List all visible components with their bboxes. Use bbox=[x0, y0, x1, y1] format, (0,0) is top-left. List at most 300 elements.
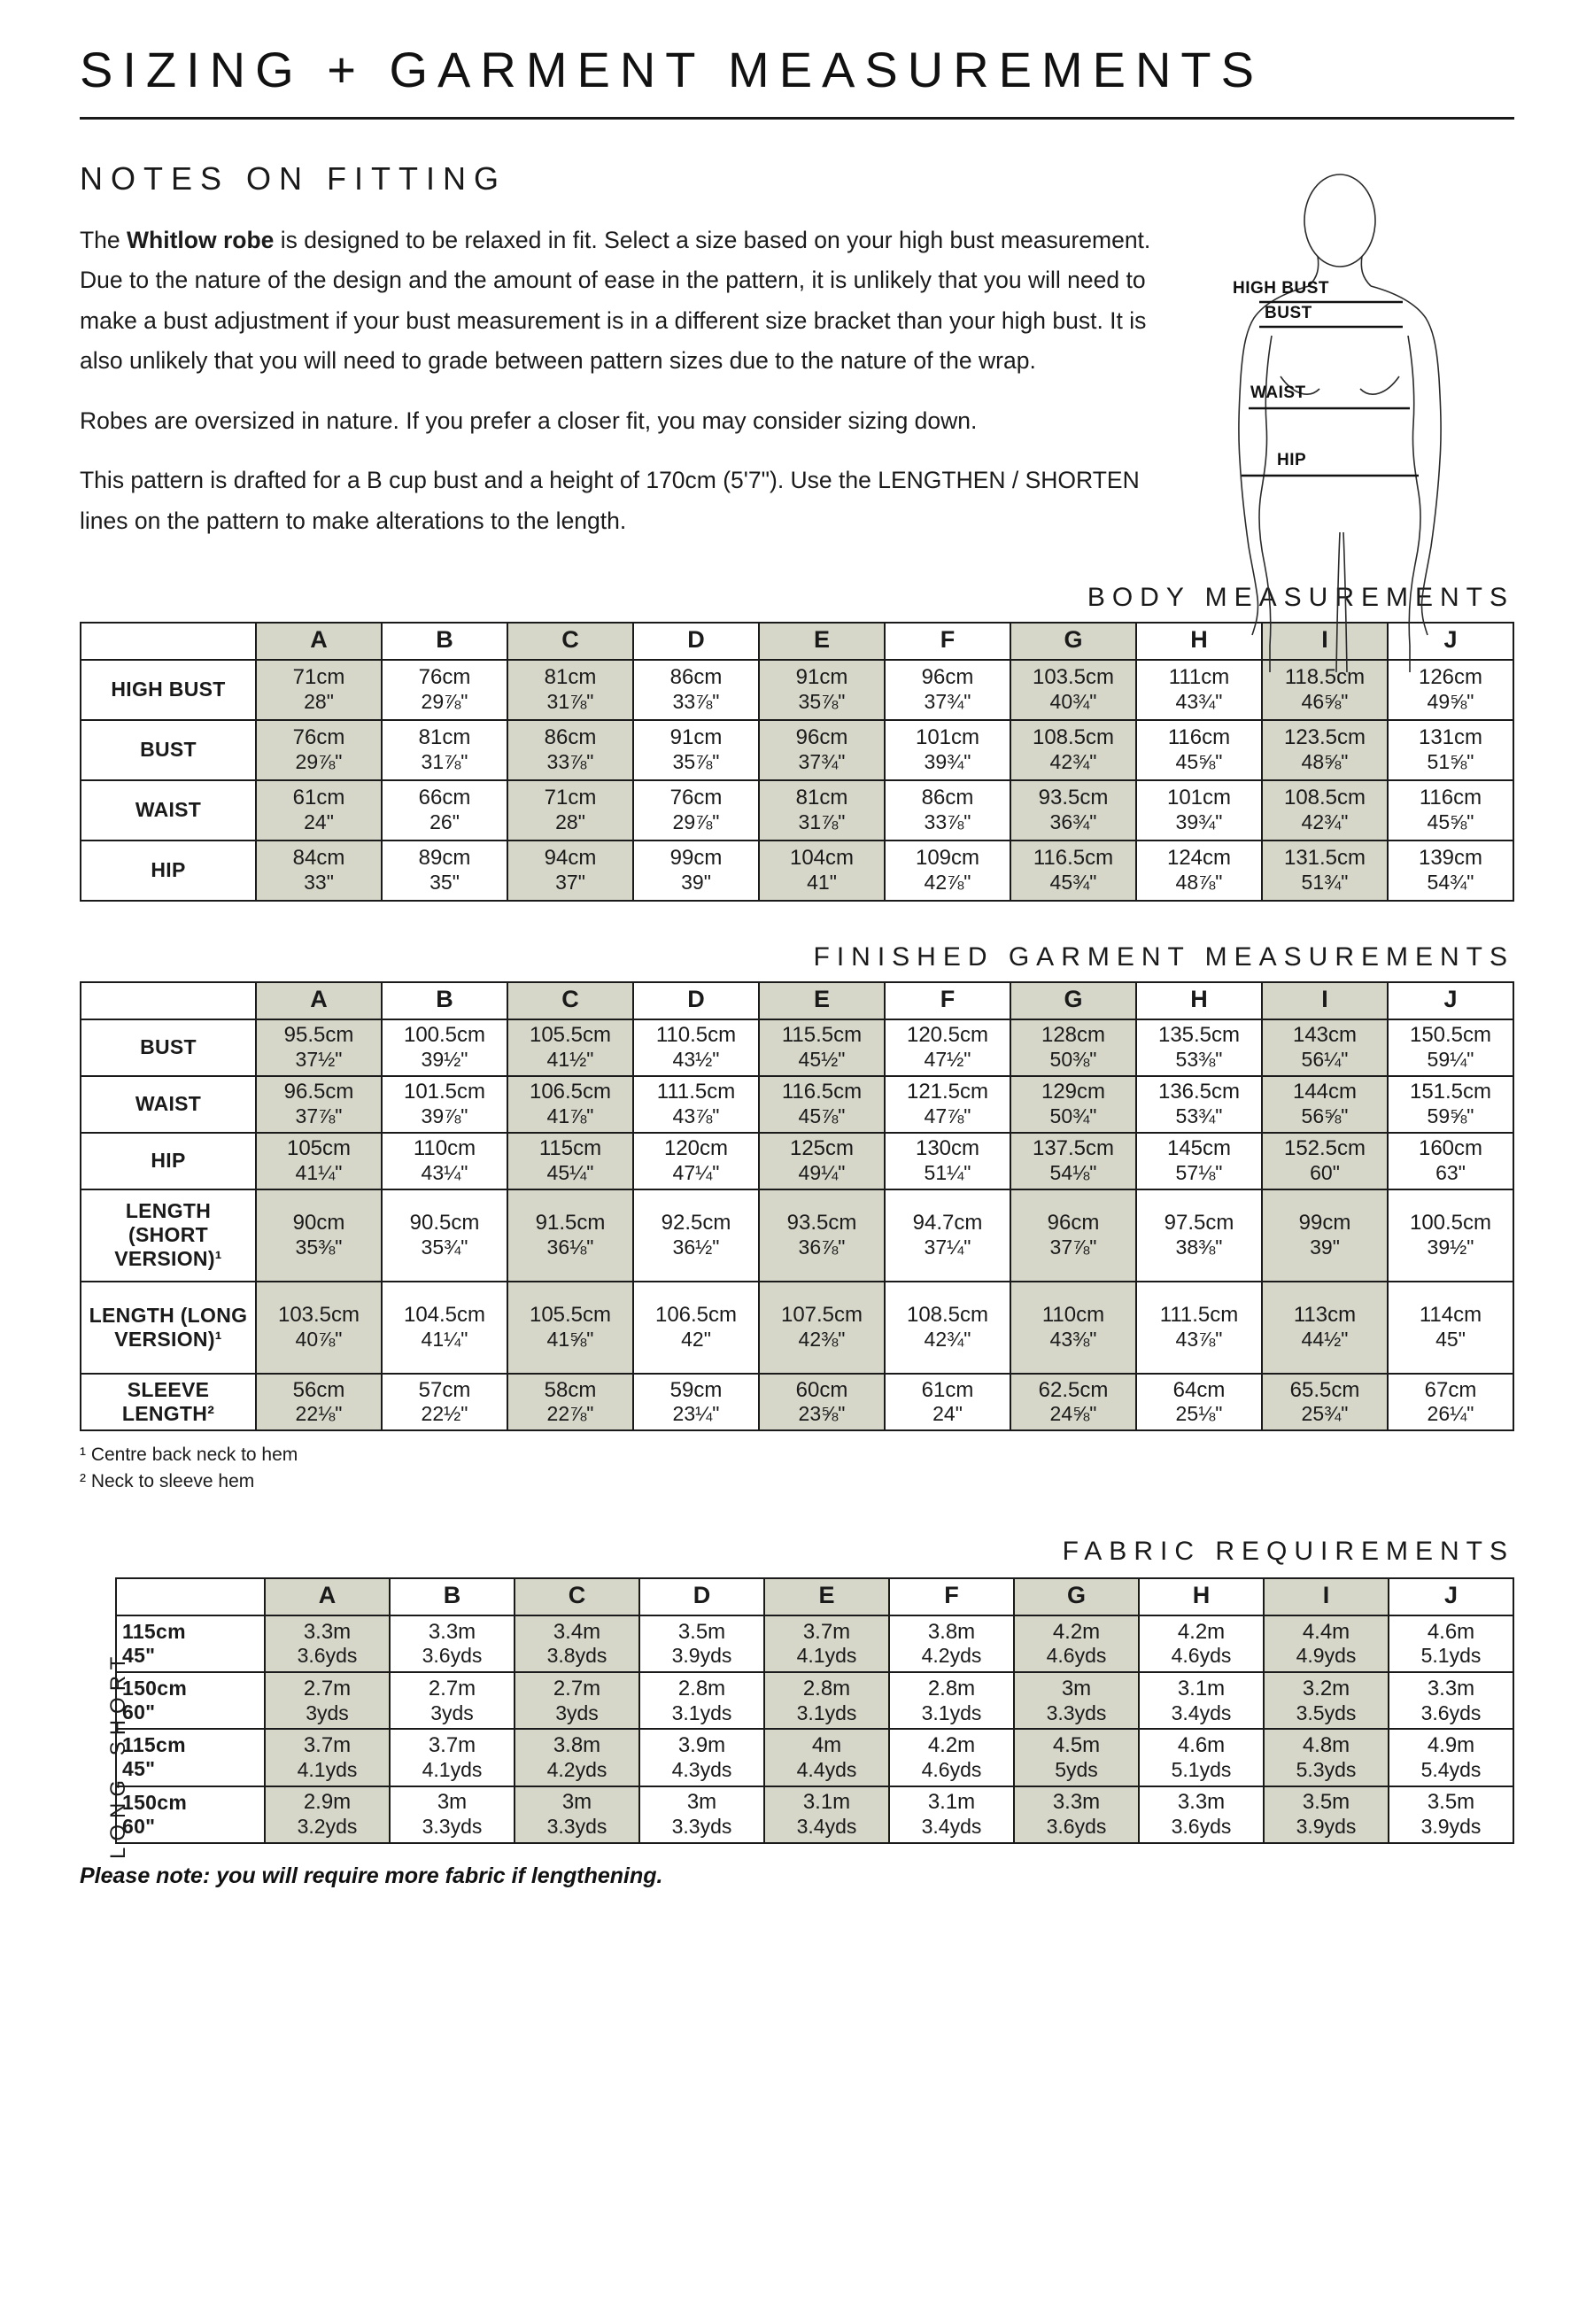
table-cell bbox=[507, 841, 633, 901]
cell-value-primary: 139cm bbox=[1418, 846, 1483, 871]
cell-value-primary: 3m bbox=[437, 1790, 468, 1815]
table-cell bbox=[1136, 841, 1262, 901]
size-column-header-e: E bbox=[759, 982, 885, 1019]
cell-value-secondary: 4.1yds bbox=[422, 1757, 483, 1781]
table-cell bbox=[1136, 1133, 1262, 1189]
cell-value-primary: 3.8m bbox=[553, 1733, 601, 1758]
notes-heading: NOTES ON FITTING bbox=[80, 159, 507, 197]
cell-value-secondary: 37⅞" bbox=[295, 1104, 343, 1128]
cell-value-primary: 71cm bbox=[292, 665, 345, 690]
table-cell bbox=[633, 1019, 759, 1076]
cell-value-secondary: 5.1yds bbox=[1171, 1757, 1232, 1781]
cell-value-secondary: 47½" bbox=[924, 1048, 971, 1072]
table-cell bbox=[639, 1729, 764, 1786]
cell-value-primary: 110cm bbox=[413, 1136, 476, 1161]
cell-value-secondary: 3.3yds bbox=[546, 1815, 607, 1839]
fabric-requirement-row-label bbox=[116, 1672, 265, 1729]
fabric-requirements-table bbox=[115, 1577, 1514, 1844]
cell-value-secondary: 3.9yds bbox=[671, 1644, 732, 1668]
footnotes bbox=[80, 1442, 1514, 1496]
table-cell bbox=[1388, 1189, 1513, 1282]
cell-value-secondary: 22⅞" bbox=[546, 1402, 594, 1426]
table-header-row bbox=[116, 1578, 1513, 1615]
notes-paragraph-3: This pattern is drafted for a B cup bust and a height of 170cm (5'7"). Use the LENGTHEN / SHORTEN lines on the pattern to make alterations to the length. bbox=[80, 467, 1140, 535]
cell-value-secondary: 26" bbox=[429, 810, 460, 834]
table-cell bbox=[265, 1729, 390, 1786]
cell-value-primary: 60cm bbox=[795, 1377, 848, 1402]
cell-value-primary: 2.8m bbox=[677, 1676, 726, 1700]
table-cell bbox=[507, 1133, 633, 1189]
cell-value-secondary: 37¾" bbox=[924, 690, 971, 714]
cell-value-primary: 135.5cm bbox=[1157, 1023, 1241, 1048]
side-label-long: LONG bbox=[106, 1773, 130, 1859]
size-column-header-f: F bbox=[885, 623, 1010, 660]
cell-value-primary: 81cm bbox=[544, 665, 597, 690]
cell-value-secondary: 29⅞" bbox=[295, 750, 343, 774]
table-cell bbox=[633, 1189, 759, 1282]
cell-value-primary: 90cm bbox=[292, 1211, 345, 1236]
table-cell bbox=[515, 1672, 639, 1729]
table-cell bbox=[1389, 1729, 1513, 1786]
table-cell bbox=[382, 780, 507, 841]
size-column-header-b: B bbox=[382, 982, 507, 1019]
table-cell bbox=[507, 1282, 633, 1374]
cell-value-primary: 116cm bbox=[1167, 725, 1231, 750]
table-cell bbox=[885, 720, 1010, 780]
table-row bbox=[81, 1282, 1513, 1374]
cell-value-primary: 93.5cm bbox=[1038, 786, 1109, 810]
cell-value-secondary: 41¼" bbox=[421, 1328, 468, 1352]
table-cell bbox=[1262, 720, 1388, 780]
table-cell bbox=[256, 841, 382, 901]
cell-value-primary: 106.5cm bbox=[529, 1080, 612, 1104]
cell-value-secondary: 35" bbox=[429, 871, 460, 895]
cell-value-secondary: 24" bbox=[304, 810, 334, 834]
body-measurement-row-label: WAIST bbox=[81, 780, 256, 841]
cell-value-secondary: 42⅜" bbox=[798, 1328, 846, 1352]
cell-value-secondary: 3.6yds bbox=[1420, 1700, 1482, 1724]
table-cell bbox=[1010, 1019, 1136, 1076]
cell-value-secondary: 28" bbox=[304, 690, 334, 714]
cell-value-primary: 76cm bbox=[669, 786, 723, 810]
side-label-short: SHORT bbox=[106, 1650, 130, 1756]
cell-value-secondary: 4.9yds bbox=[1296, 1644, 1357, 1668]
cell-value-primary: 91.5cm bbox=[535, 1211, 606, 1236]
cell-value-secondary: 39¾" bbox=[1175, 810, 1223, 834]
cell-value-secondary: 41⅞" bbox=[546, 1104, 594, 1128]
cell-value-secondary: 35¾" bbox=[421, 1236, 468, 1259]
cell-value-secondary: 43¼" bbox=[421, 1161, 468, 1185]
cell-value-primary: 105.5cm bbox=[529, 1303, 612, 1328]
table-cell bbox=[265, 1615, 390, 1672]
table-cell bbox=[1010, 841, 1136, 901]
row-label-line-2: 60" bbox=[122, 1700, 156, 1724]
size-column-header-i: I bbox=[1264, 1578, 1389, 1615]
cell-value-secondary: 4.2yds bbox=[546, 1757, 607, 1781]
table-cell bbox=[1136, 1282, 1262, 1374]
cell-value-primary: 94cm bbox=[544, 846, 597, 871]
cell-value-primary: 116.5cm bbox=[1033, 846, 1114, 871]
cell-value-secondary: 47¼" bbox=[672, 1161, 720, 1185]
figure-label-bust: BUST bbox=[1265, 303, 1312, 322]
cell-value-primary: 58cm bbox=[544, 1377, 597, 1402]
cell-value-primary: 90.5cm bbox=[409, 1211, 480, 1236]
cell-value-secondary: 29⅞" bbox=[421, 690, 468, 714]
table-cell bbox=[889, 1615, 1014, 1672]
cell-value-secondary: 5yds bbox=[1055, 1757, 1098, 1781]
table-cell bbox=[764, 1672, 889, 1729]
table-cell bbox=[1388, 720, 1513, 780]
table-cell bbox=[633, 841, 759, 901]
cell-value-primary: 104.5cm bbox=[403, 1303, 486, 1328]
cell-value-secondary: 25⅛" bbox=[1175, 1402, 1223, 1426]
cell-value-primary: 100.5cm bbox=[1409, 1211, 1492, 1236]
table-row bbox=[81, 1076, 1513, 1133]
cell-value-secondary: 45⅞" bbox=[798, 1104, 846, 1128]
table-cell bbox=[889, 1672, 1014, 1729]
body-measurement-row-label: HIP bbox=[81, 841, 256, 901]
table-cell bbox=[885, 780, 1010, 841]
table-cell bbox=[1136, 1374, 1262, 1430]
cell-value-secondary: 39½" bbox=[1427, 1236, 1474, 1259]
table-cell bbox=[1388, 1076, 1513, 1133]
cell-value-primary: 86cm bbox=[669, 665, 723, 690]
cell-value-secondary: 41⅝" bbox=[546, 1328, 594, 1352]
cell-value-secondary: 23⅝" bbox=[798, 1402, 846, 1426]
cell-value-secondary: 47⅞" bbox=[924, 1104, 971, 1128]
size-column-header-h: H bbox=[1136, 982, 1262, 1019]
table-cell bbox=[1136, 1076, 1262, 1133]
cell-value-primary: 3.3m bbox=[1177, 1790, 1226, 1815]
cell-value-secondary: 31⅞" bbox=[421, 750, 468, 774]
table-cell bbox=[1262, 780, 1388, 841]
cell-value-secondary: 3.5yds bbox=[1296, 1700, 1357, 1724]
head-shape bbox=[1304, 174, 1375, 267]
cell-value-primary: 121.5cm bbox=[906, 1080, 989, 1104]
figure-label-waist: WAIST bbox=[1250, 383, 1306, 402]
body-right bbox=[1408, 336, 1420, 672]
cell-value-secondary: 4.4yds bbox=[796, 1757, 857, 1781]
cell-value-primary: 76cm bbox=[292, 725, 345, 750]
size-column-header-e: E bbox=[759, 623, 885, 660]
notes-section bbox=[80, 221, 1514, 542]
table-cell bbox=[256, 1076, 382, 1133]
cell-value-primary: 3m bbox=[1061, 1676, 1092, 1700]
finished-garment-row-label: BUST bbox=[81, 1019, 256, 1076]
body-outline-svg bbox=[1213, 167, 1505, 672]
cell-value-secondary: 45¼" bbox=[546, 1161, 594, 1185]
cell-value-secondary: 4.1yds bbox=[297, 1757, 358, 1781]
row-label-line-2: 45" bbox=[122, 1643, 156, 1667]
table-cell bbox=[1262, 1189, 1388, 1282]
cell-value-secondary: 37⅞" bbox=[1049, 1236, 1097, 1259]
cell-value-primary: 3.5m bbox=[677, 1619, 726, 1644]
cell-value-primary: 128cm bbox=[1041, 1023, 1106, 1048]
table-cell bbox=[256, 720, 382, 780]
table-cell bbox=[759, 780, 885, 841]
notes-p1-post: is designed to be relaxed in fit. Select a size based on your high bust measurement. Due to the nature of the design and the amount of ease in the pattern, it is unlikely that you will need to make a bust adjustment if your bust measurement is in a different size bracket than your high bust. It is also unlikely that you will need to grade between pattern sizes due to the nature of the wrap. bbox=[80, 226, 1151, 375]
cell-value-primary: 2.8m bbox=[802, 1676, 851, 1700]
cell-value-primary: 96cm bbox=[921, 665, 974, 690]
table-cell bbox=[1136, 780, 1262, 841]
table-cell bbox=[639, 1615, 764, 1672]
cell-value-primary: 3.1m bbox=[927, 1790, 976, 1815]
table-cell bbox=[633, 780, 759, 841]
cell-value-secondary: 29⅞" bbox=[672, 810, 720, 834]
cell-value-secondary: 54¾" bbox=[1427, 871, 1474, 895]
size-column-header-h: H bbox=[1136, 623, 1262, 660]
table-cell bbox=[507, 780, 633, 841]
cell-value-primary: 3.1m bbox=[802, 1790, 851, 1815]
table-cell bbox=[1388, 1374, 1513, 1430]
cell-value-primary: 3.5m bbox=[1302, 1790, 1350, 1815]
cell-value-secondary: 26¼" bbox=[1427, 1402, 1474, 1426]
cell-value-secondary: 22⅛" bbox=[295, 1402, 343, 1426]
table-cell bbox=[256, 780, 382, 841]
cell-value-secondary: 35⅜" bbox=[295, 1236, 343, 1259]
cell-value-secondary: 39¾" bbox=[924, 750, 971, 774]
finished-garment-row-label: WAIST bbox=[81, 1076, 256, 1133]
cell-value-secondary: 50¾" bbox=[1049, 1104, 1097, 1128]
row-label-line-1: 115cm bbox=[122, 1733, 186, 1757]
table-cell bbox=[1136, 1019, 1262, 1076]
table-cell bbox=[390, 1672, 515, 1729]
cell-value-secondary: 37¾" bbox=[798, 750, 846, 774]
table-cell bbox=[507, 1019, 633, 1076]
neck-right bbox=[1361, 256, 1371, 286]
table-cell bbox=[382, 1133, 507, 1189]
notes-p1-pre: The bbox=[80, 226, 128, 253]
finished-garment-row-label: SLEEVE LENGTH² bbox=[81, 1374, 256, 1430]
table-cell bbox=[1010, 1076, 1136, 1133]
cell-value-primary: 131cm bbox=[1418, 725, 1483, 750]
cell-value-primary: 4.2m bbox=[927, 1733, 976, 1758]
cell-value-primary: 116.5cm bbox=[781, 1080, 863, 1104]
cell-value-primary: 108.5cm bbox=[1283, 786, 1366, 810]
cell-value-secondary: 3yds bbox=[306, 1700, 349, 1724]
cell-value-primary: 130cm bbox=[915, 1136, 980, 1161]
finished-garment-heading: FINISHED GARMENT MEASUREMENTS bbox=[813, 941, 1514, 972]
fabric-requirement-row-label bbox=[116, 1786, 265, 1843]
table-cell bbox=[507, 1076, 633, 1133]
table-row bbox=[116, 1729, 1513, 1786]
cell-value-secondary: 33⅞" bbox=[924, 810, 971, 834]
table-cell bbox=[885, 1189, 1010, 1282]
cell-value-primary: 108.5cm bbox=[906, 1303, 989, 1328]
cell-value-primary: 120cm bbox=[663, 1136, 729, 1161]
table-cell bbox=[1264, 1672, 1389, 1729]
size-column-header-c: C bbox=[515, 1578, 639, 1615]
notes-text-column bbox=[80, 221, 1182, 542]
table-cell bbox=[1389, 1672, 1513, 1729]
cell-value-secondary: 24" bbox=[932, 1402, 963, 1426]
table-cell bbox=[1139, 1672, 1264, 1729]
cell-value-primary: 57cm bbox=[418, 1377, 471, 1402]
table-cell bbox=[1014, 1729, 1139, 1786]
row-label-line-1: 115cm bbox=[122, 1619, 186, 1643]
cell-value-secondary: 42" bbox=[681, 1328, 711, 1352]
cell-value-secondary: 31⅞" bbox=[546, 690, 594, 714]
cell-value-secondary: 51¾" bbox=[1301, 871, 1349, 895]
table-cell bbox=[885, 1133, 1010, 1189]
cell-value-primary: 150.5cm bbox=[1409, 1023, 1492, 1048]
cell-value-secondary: 4.6yds bbox=[921, 1757, 982, 1781]
table-cell bbox=[507, 1189, 633, 1282]
cell-value-secondary: 36½" bbox=[672, 1236, 720, 1259]
table-cell bbox=[633, 1133, 759, 1189]
notes-paragraph-1 bbox=[80, 221, 1182, 382]
cell-value-primary: 2.7m bbox=[303, 1676, 352, 1700]
cell-value-primary: 3.3m bbox=[1052, 1790, 1101, 1815]
cell-value-primary: 3.5m bbox=[1427, 1790, 1475, 1815]
table-cell bbox=[382, 1374, 507, 1430]
cell-value-primary: 104cm bbox=[789, 846, 855, 871]
table-cell bbox=[1389, 1786, 1513, 1843]
cell-value-secondary: 3yds bbox=[555, 1700, 599, 1724]
cell-value-primary: 101cm bbox=[1166, 786, 1232, 810]
cell-value-primary: 62.5cm bbox=[1038, 1377, 1109, 1402]
cell-value-primary: 3.3m bbox=[428, 1619, 476, 1644]
cell-value-secondary: 3.2yds bbox=[297, 1815, 358, 1839]
table-cell bbox=[764, 1786, 889, 1843]
cell-value-primary: 101cm bbox=[915, 725, 980, 750]
cell-value-primary: 115cm bbox=[538, 1136, 602, 1161]
cell-value-secondary: 3.3yds bbox=[1046, 1700, 1107, 1724]
cell-value-primary: 4.8m bbox=[1302, 1733, 1350, 1758]
table-cell bbox=[764, 1615, 889, 1672]
cell-value-primary: 93.5cm bbox=[786, 1211, 857, 1236]
cell-value-secondary: 4.2yds bbox=[921, 1644, 982, 1668]
body-measurements-heading: BODY MEASUREMENTS bbox=[1087, 582, 1514, 612]
please-note: Please note: you will require more fabric if lengthening. bbox=[80, 1863, 663, 1888]
cell-value-secondary: 53⅜" bbox=[1175, 1048, 1223, 1072]
cell-value-secondary: 37¼" bbox=[924, 1236, 971, 1259]
figure-label-high-bust: HIGH BUST bbox=[1233, 278, 1329, 298]
table-cell bbox=[256, 1374, 382, 1430]
body-measurement-diagram bbox=[1213, 167, 1505, 672]
table-cell bbox=[885, 1019, 1010, 1076]
table-cell bbox=[885, 841, 1010, 901]
table-cell bbox=[1139, 1615, 1264, 1672]
size-column-header-g: G bbox=[1014, 1578, 1139, 1615]
size-column-header-g: G bbox=[1010, 982, 1136, 1019]
cell-value-secondary: 5.1yds bbox=[1420, 1644, 1482, 1668]
cell-value-primary: 120.5cm bbox=[906, 1023, 989, 1048]
cell-value-primary: 94.7cm bbox=[912, 1211, 983, 1236]
finished-garment-row-label: LENGTH (LONG VERSION)¹ bbox=[81, 1282, 256, 1374]
cell-value-primary: 95.5cm bbox=[283, 1023, 354, 1048]
cell-value-primary: 61cm bbox=[292, 786, 345, 810]
size-column-header-d: D bbox=[633, 623, 759, 660]
table-cell bbox=[1388, 1133, 1513, 1189]
cell-value-secondary: 33⅞" bbox=[546, 750, 594, 774]
size-column-header-c: C bbox=[507, 982, 633, 1019]
cell-value-primary: 4.5m bbox=[1052, 1733, 1101, 1758]
body-measurement-row-label: HIGH BUST bbox=[81, 660, 256, 720]
cell-value-secondary: 3.1yds bbox=[796, 1700, 857, 1724]
table-cell bbox=[1389, 1615, 1513, 1672]
table-row bbox=[116, 1615, 1513, 1672]
cell-value-primary: 96.5cm bbox=[283, 1080, 354, 1104]
table-cell bbox=[1010, 1189, 1136, 1282]
table-cell bbox=[759, 1282, 885, 1374]
table-cell bbox=[633, 720, 759, 780]
cell-value-secondary: 41½" bbox=[546, 1048, 594, 1072]
cell-value-secondary: 28" bbox=[555, 810, 585, 834]
cell-value-primary: 2.8m bbox=[927, 1676, 976, 1700]
cell-value-primary: 3.9m bbox=[677, 1733, 726, 1758]
table-cell bbox=[1014, 1615, 1139, 1672]
cell-value-primary: 86cm bbox=[544, 725, 597, 750]
cell-value-primary: 113cm bbox=[1293, 1303, 1357, 1328]
cell-value-secondary: 4.1yds bbox=[796, 1644, 857, 1668]
cell-value-secondary: 48⅞" bbox=[1175, 871, 1223, 895]
cell-value-secondary: 42⅞" bbox=[924, 871, 971, 895]
cell-value-secondary: 3.1yds bbox=[921, 1700, 982, 1724]
cell-value-secondary: 31⅞" bbox=[798, 810, 846, 834]
table-cell bbox=[885, 1282, 1010, 1374]
cell-value-primary: 91cm bbox=[795, 665, 848, 690]
table-cell bbox=[1264, 1729, 1389, 1786]
notes-paragraph-2: Robes are oversized in nature. If you prefer a closer fit, you may consider sizing down. bbox=[80, 407, 978, 434]
cell-value-primary: 4.6m bbox=[1177, 1733, 1226, 1758]
row-label-line-1: 150cm bbox=[122, 1790, 188, 1814]
cell-value-secondary: 4.6yds bbox=[1171, 1644, 1232, 1668]
cell-value-secondary: 42¾" bbox=[1301, 810, 1349, 834]
table-cell bbox=[759, 1019, 885, 1076]
cell-value-primary: 144cm bbox=[1292, 1080, 1358, 1104]
pattern-name: Whitlow robe bbox=[127, 226, 275, 253]
table-cell bbox=[885, 1374, 1010, 1430]
table-cell bbox=[764, 1729, 889, 1786]
cell-value-primary: 99cm bbox=[669, 846, 723, 871]
table-cell bbox=[1262, 1374, 1388, 1430]
cell-value-primary: 64cm bbox=[1172, 1377, 1226, 1402]
cell-value-primary: 129cm bbox=[1041, 1080, 1106, 1104]
table-cell bbox=[1139, 1729, 1264, 1786]
table-cell bbox=[382, 1076, 507, 1133]
table-cell bbox=[1014, 1786, 1139, 1843]
cell-value-primary: 3m bbox=[561, 1790, 592, 1815]
cell-value-primary: 105cm bbox=[286, 1136, 352, 1161]
footnote-1: ¹ Centre back neck to hem bbox=[80, 1444, 298, 1465]
cell-value-secondary: 36⅛" bbox=[546, 1236, 594, 1259]
table-cell bbox=[1262, 841, 1388, 901]
cell-value-primary: 4.2m bbox=[1052, 1619, 1101, 1644]
cell-value-secondary: 35⅞" bbox=[672, 750, 720, 774]
size-column-header-b: B bbox=[382, 623, 507, 660]
cell-value-secondary: 35⅞" bbox=[798, 690, 846, 714]
fabric-requirement-row-label bbox=[116, 1615, 265, 1672]
cell-value-secondary: 59¼" bbox=[1427, 1048, 1474, 1072]
cell-value-primary: 125cm bbox=[789, 1136, 855, 1161]
cell-value-secondary: 36⅞" bbox=[798, 1236, 846, 1259]
cell-value-primary: 3.8m bbox=[927, 1619, 976, 1644]
cell-value-primary: 71cm bbox=[544, 786, 597, 810]
table-cell bbox=[515, 1615, 639, 1672]
cell-value-secondary: 4.6yds bbox=[1046, 1644, 1107, 1668]
table-cell bbox=[633, 1374, 759, 1430]
figure-label-hip: HIP bbox=[1277, 450, 1307, 469]
cell-value-secondary: 43½" bbox=[672, 1048, 720, 1072]
cell-value-primary: 100.5cm bbox=[403, 1023, 486, 1048]
cell-value-secondary: 56¼" bbox=[1301, 1048, 1349, 1072]
cell-value-primary: 91cm bbox=[669, 725, 723, 750]
footnote-2: ² Neck to sleeve hem bbox=[80, 1471, 255, 1492]
size-column-header-f: F bbox=[885, 982, 1010, 1019]
table-cell bbox=[1264, 1786, 1389, 1843]
title-divider bbox=[80, 117, 1514, 120]
